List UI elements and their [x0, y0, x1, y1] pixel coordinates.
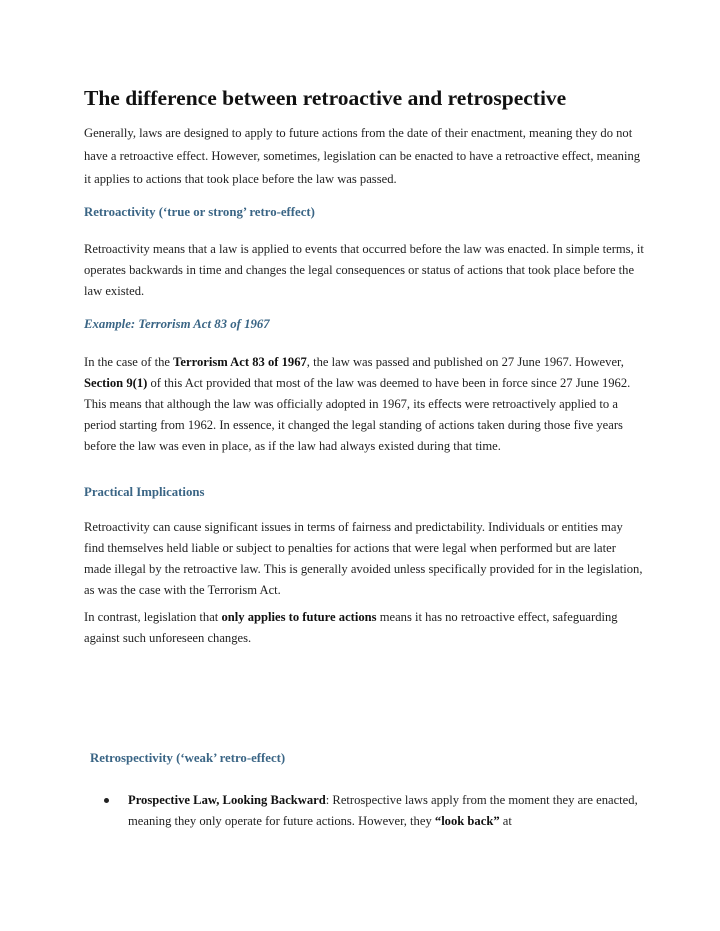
contrast-paragraph	[84, 607, 644, 649]
example-text-end: of this Act provided that most of the law was deemed to have been in force since 27 June 1962. This means that although the law was officially adopted in 1967, its effects were retroactively applied to a period starting from 1962. In essence, it changed the legal standing of actions taken during those five years before the law was even in place, as if the law had always existed during that time.	[84, 376, 631, 453]
retrospectivity-heading: Retrospectivity (‘weak’ retro-effect)	[90, 751, 286, 765]
retroactivity-heading: Retroactivity (‘true or strong’ retro-effect)	[84, 205, 315, 219]
bullet-text-start: : Retrospective laws apply from the moment they are enacted, meaning they only operate for future actions. However, they	[128, 793, 638, 828]
bullet-dot-icon	[104, 798, 109, 803]
retroactivity-paragraph: Retroactivity means that a law is applied to events that occurred before the law was enacted. In simple terms, it operates backwards in time and changes the legal consequences or status of actions that took place before the law existed.	[84, 242, 644, 298]
contrast-emphasis: only applies to future actions	[221, 610, 377, 624]
practical-implications-heading: Practical Implications	[84, 485, 205, 499]
contrast-text-start: In contrast, legislation that	[84, 610, 222, 624]
example-text-start: In the case of the	[84, 355, 174, 369]
bullet-emphasis: “look back”	[434, 814, 500, 828]
bullet-term: Prospective Law, Looking Backward	[128, 793, 326, 807]
act-name: Terrorism Act 83 of 1967	[173, 355, 307, 369]
example-paragraph	[84, 352, 644, 457]
bullet-item	[104, 790, 644, 832]
bullet-text	[128, 790, 644, 832]
practical-paragraph: Retroactivity can cause significant issues in terms of fairness and predictability. Individuals or entities may find themselves held liable or subject to penalties for actions that were legal when performed but are later made illegal by the retroactive law. This is generally avoided unless specifically provided for in the legislation, as was the case with the Terrorism Act.	[84, 520, 643, 597]
bullet-text-end: at	[499, 814, 512, 828]
document-title: The difference between retroactive and retrospective	[84, 86, 567, 110]
intro-paragraph: Generally, laws are designed to apply to future actions from the date of their enactment, meaning they do not have a retroactive effect. However, sometimes, legislation can be enacted to have a retroactive effect, meaning it applies to actions that took place before the law was passed.	[84, 126, 641, 186]
section-reference: Section 9(1)	[84, 376, 148, 390]
example-heading: Example: Terrorism Act 83 of 1967	[84, 317, 270, 331]
contrast-text-end: means it has no retroactive effect, safeguarding against such unforeseen changes.	[84, 610, 618, 645]
example-text-mid: , the law was passed and published on 27 June 1967. However,	[306, 355, 624, 369]
